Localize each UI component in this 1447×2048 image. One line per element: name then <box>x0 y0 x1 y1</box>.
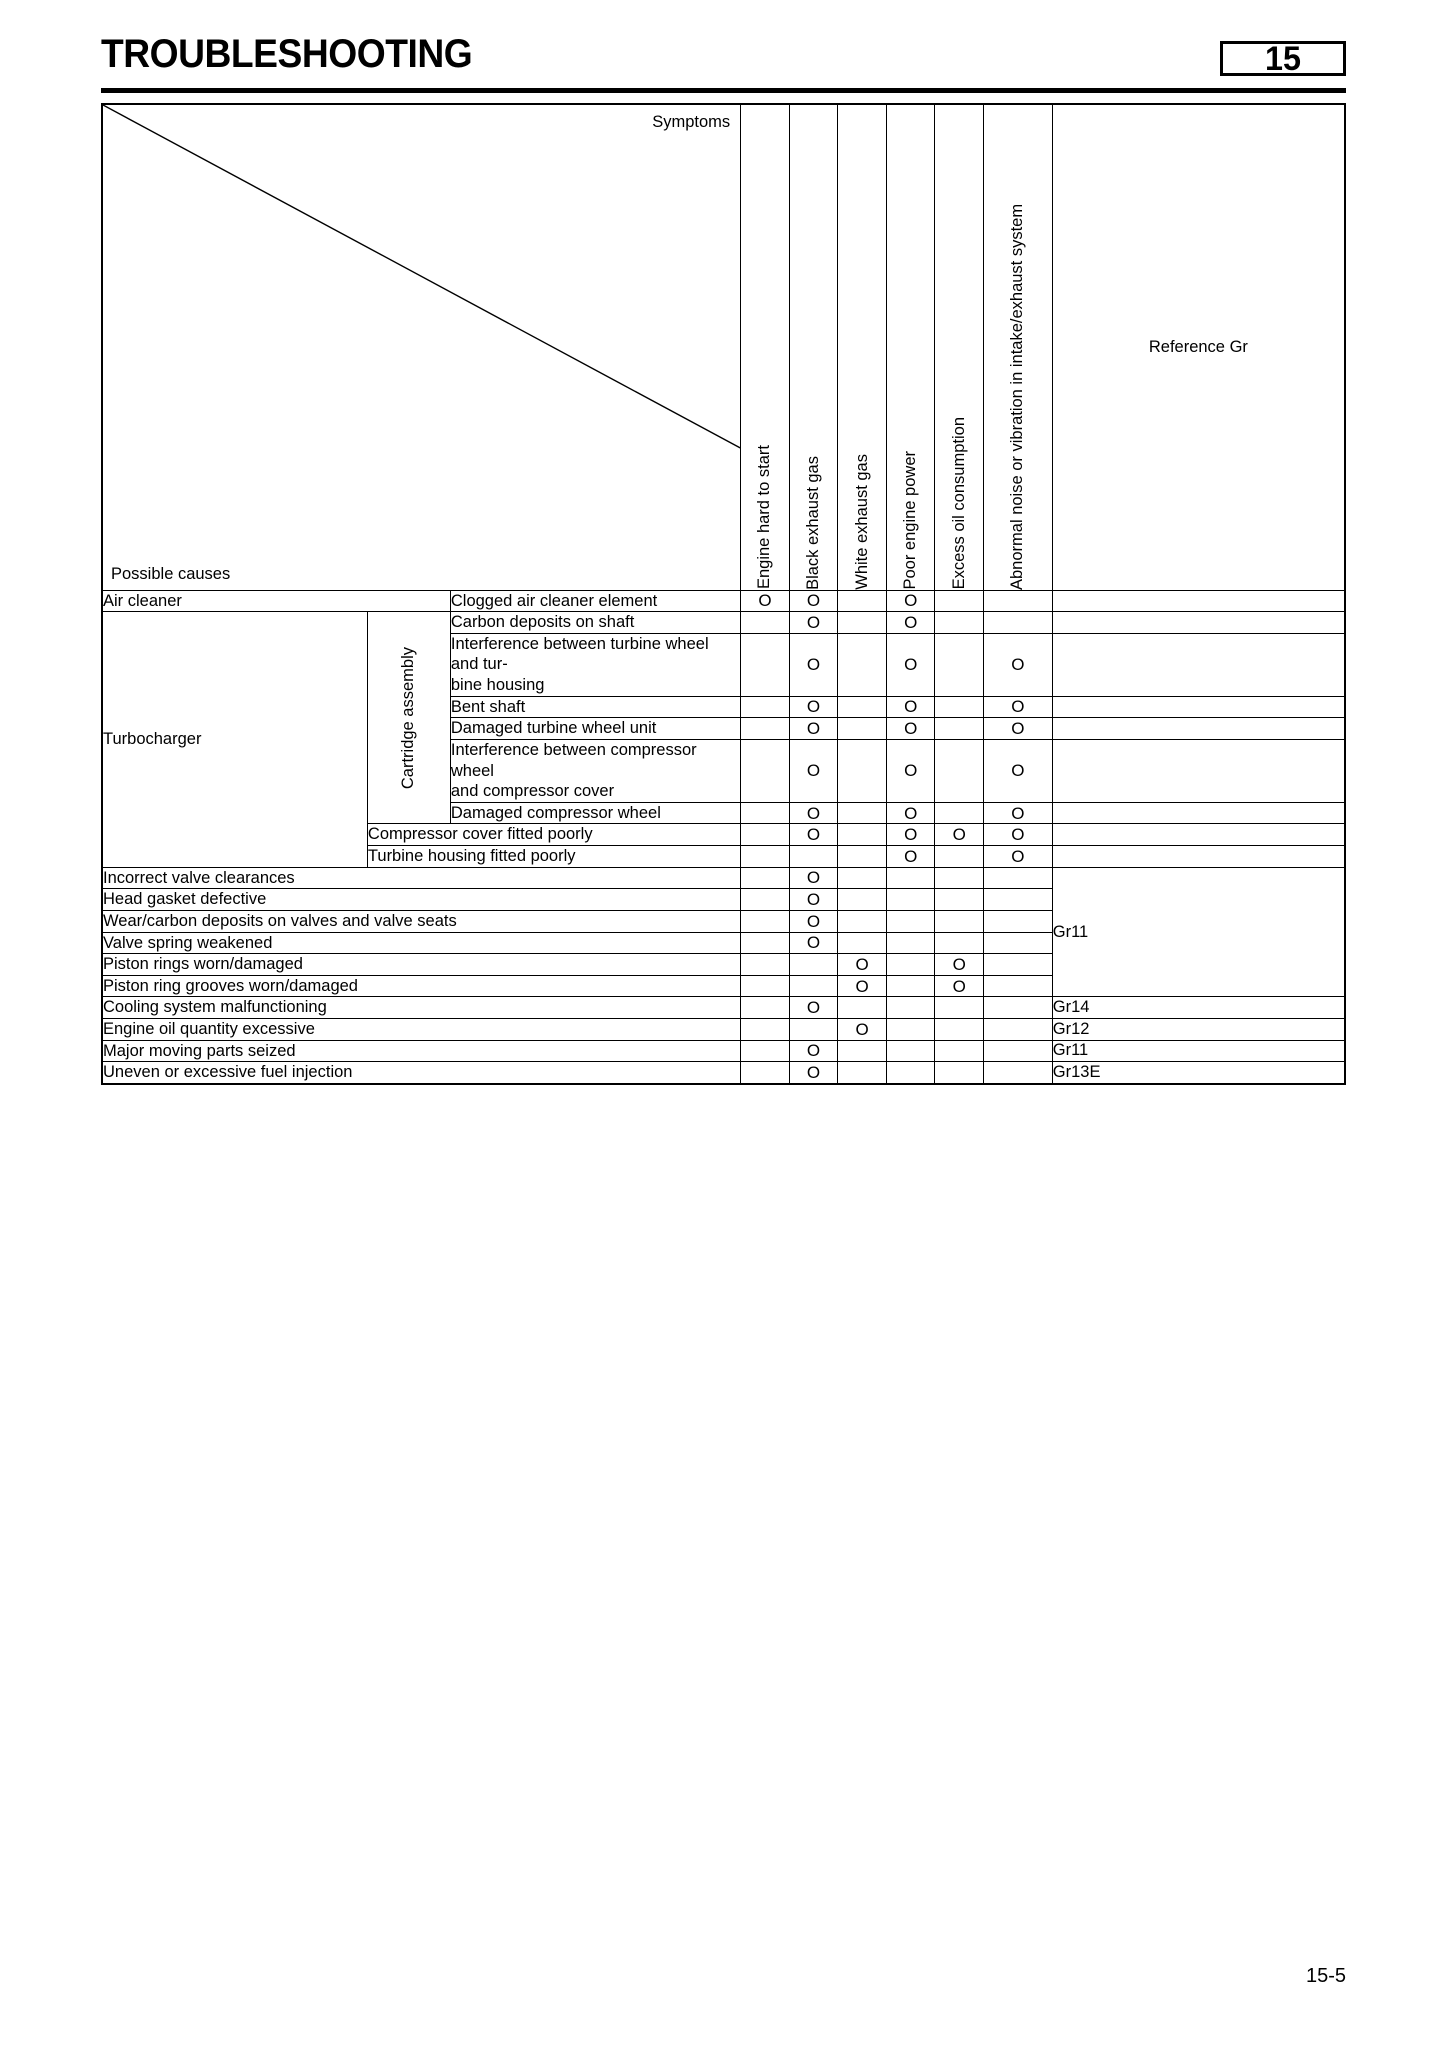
symptom-header-label: Excess oil consumption <box>949 417 968 590</box>
symptom-column-header-0 <box>741 104 790 590</box>
symptom-mark <box>838 739 887 802</box>
cause-detail: Clogged air cleaner element <box>450 590 740 612</box>
symptom-mark <box>935 612 984 634</box>
troubleshooting-matrix-table <box>101 103 1346 1085</box>
symptom-mark <box>886 889 935 911</box>
symptom-mark <box>984 1062 1053 1084</box>
reference-gr-cell: Gr12 <box>1052 1019 1345 1041</box>
page-header <box>101 30 1346 90</box>
symptom-mark <box>789 975 838 997</box>
symptom-mark: O <box>789 802 838 824</box>
symptom-mark: O <box>789 633 838 696</box>
symptom-mark <box>935 1019 984 1041</box>
symptom-mark <box>741 910 790 932</box>
symptom-mark: O <box>984 696 1053 718</box>
symptom-mark <box>741 633 790 696</box>
cause-group-turbocharger: Turbocharger <box>102 612 367 868</box>
symptom-mark: O <box>886 802 935 824</box>
reference-gr-cell <box>1052 824 1345 846</box>
footer-page-number: 15-5 <box>1305 1965 1346 1987</box>
symptom-mark <box>741 997 790 1019</box>
symptom-mark <box>838 867 887 889</box>
reference-gr-cell: Gr11 <box>1052 1040 1345 1062</box>
reference-gr-header: Reference Gr <box>1052 104 1345 590</box>
symptom-column-header-2 <box>838 104 887 590</box>
symptom-mark <box>935 1040 984 1062</box>
symptom-mark <box>886 975 935 997</box>
symptom-mark <box>741 975 790 997</box>
symptom-mark <box>984 997 1053 1019</box>
symptom-mark <box>838 846 887 868</box>
symptom-mark <box>886 997 935 1019</box>
symptom-mark: O <box>789 718 838 740</box>
table-row <box>102 867 1345 889</box>
cause-detail: Cooling system malfunctioning <box>102 997 741 1019</box>
header-divider <box>101 88 1346 93</box>
cause-detail: Compressor cover fitted poorly <box>367 824 740 846</box>
cause-detail: Turbine housing fitted poorly <box>367 846 740 868</box>
table-row <box>102 1040 1345 1062</box>
symptom-mark <box>789 1019 838 1041</box>
symptom-mark <box>886 954 935 976</box>
symptom-mark <box>984 954 1053 976</box>
symptom-mark <box>838 696 887 718</box>
symptom-mark <box>984 867 1053 889</box>
page-title: TROUBLESHOOTING <box>101 32 473 76</box>
symptom-mark <box>789 846 838 868</box>
symptom-mark <box>838 910 887 932</box>
symptom-mark: O <box>789 739 838 802</box>
symptom-column-header-5 <box>984 104 1053 590</box>
symptom-mark <box>741 889 790 911</box>
reference-gr-cell <box>1052 718 1345 740</box>
cause-detail: Major moving parts seized <box>102 1040 741 1062</box>
symptom-mark <box>935 867 984 889</box>
symptom-mark <box>935 633 984 696</box>
symptom-mark <box>741 846 790 868</box>
symptom-mark <box>838 824 887 846</box>
symptom-mark <box>789 954 838 976</box>
cause-detail: Bent shaft <box>450 696 740 718</box>
symptom-mark <box>741 954 790 976</box>
symptom-mark <box>935 696 984 718</box>
symptom-mark: O <box>984 633 1053 696</box>
symptom-mark <box>741 718 790 740</box>
symptom-mark <box>984 1019 1053 1041</box>
symptom-mark: O <box>789 824 838 846</box>
symptom-mark: O <box>838 1019 887 1041</box>
symptom-mark <box>838 889 887 911</box>
table-row <box>102 997 1345 1019</box>
table-row <box>102 1062 1345 1084</box>
cause-detail-line1: Interference between compressor wheel <box>450 740 697 780</box>
symptom-mark: O <box>984 739 1053 802</box>
corner-diagonal-cell <box>102 104 741 590</box>
cause-detail: Head gasket defective <box>102 889 741 911</box>
cause-detail <box>450 633 740 696</box>
symptom-column-header-4 <box>935 104 984 590</box>
symptom-mark: O <box>789 696 838 718</box>
symptom-mark <box>741 1040 790 1062</box>
symptom-mark: O <box>789 1062 838 1084</box>
symptom-mark <box>838 802 887 824</box>
reference-gr-cell <box>1052 802 1345 824</box>
reference-gr-cell <box>1052 590 1345 612</box>
symptom-mark: O <box>789 612 838 634</box>
reference-gr-cell: Gr13E <box>1052 1062 1345 1084</box>
symptom-mark <box>886 867 935 889</box>
chapter-number: 15 <box>1265 40 1301 78</box>
table-row <box>102 612 1345 634</box>
symptom-mark: O <box>886 739 935 802</box>
symptom-mark: O <box>886 846 935 868</box>
symptom-mark: O <box>886 824 935 846</box>
symptom-mark: O <box>935 824 984 846</box>
reference-gr-cell <box>1052 612 1345 634</box>
symptom-header-label: Black exhaust gas <box>804 455 823 590</box>
symptom-mark: O <box>886 696 935 718</box>
reference-gr-cell <box>1052 846 1345 868</box>
symptom-mark <box>741 696 790 718</box>
cartridge-assembly-label: Cartridge assembly <box>399 646 418 789</box>
symptom-mark <box>838 633 887 696</box>
symptom-mark <box>935 997 984 1019</box>
symptom-header-label: Poor engine power <box>901 450 920 590</box>
diagonal-divider-line <box>103 105 740 590</box>
symptom-column-header-3 <box>886 104 935 590</box>
symptom-mark <box>984 612 1053 634</box>
symptom-mark <box>838 590 887 612</box>
symptom-mark: O <box>789 867 838 889</box>
symptom-mark: O <box>984 718 1053 740</box>
cause-detail: Carbon deposits on shaft <box>450 612 740 634</box>
reference-gr-cell <box>1052 696 1345 718</box>
symptom-mark <box>886 932 935 954</box>
cause-subgroup-cartridge-assembly <box>367 612 450 824</box>
symptom-mark: O <box>789 932 838 954</box>
symptom-mark: O <box>789 889 838 911</box>
symptom-mark <box>984 975 1053 997</box>
symptom-mark: O <box>935 975 984 997</box>
symptom-mark <box>741 739 790 802</box>
possible-causes-label: Possible causes <box>111 564 231 583</box>
cause-detail: Piston ring grooves worn/damaged <box>102 975 741 997</box>
symptom-mark: O <box>789 590 838 612</box>
symptom-header-label: White exhaust gas <box>852 453 871 590</box>
cause-detail: Piston rings worn/damaged <box>102 954 741 976</box>
symptom-mark <box>935 718 984 740</box>
symptom-mark: O <box>984 824 1053 846</box>
reference-gr-cell <box>1052 739 1345 802</box>
symptom-mark: O <box>886 590 935 612</box>
symptom-mark <box>886 910 935 932</box>
symptom-mark: O <box>984 846 1053 868</box>
table-row <box>102 1019 1345 1041</box>
symptom-mark <box>984 889 1053 911</box>
reference-gr-cell: Gr14 <box>1052 997 1345 1019</box>
symptom-mark <box>741 802 790 824</box>
symptom-header-label: Abnormal noise or vibration in intake/exhaust system <box>1008 203 1027 590</box>
symptom-mark: O <box>838 954 887 976</box>
cause-detail: Engine oil quantity excessive <box>102 1019 741 1041</box>
symptom-mark <box>984 590 1053 612</box>
chapter-number-box <box>1220 41 1346 76</box>
symptom-mark: O <box>886 612 935 634</box>
symptom-mark <box>741 867 790 889</box>
symptom-mark: O <box>741 590 790 612</box>
symptom-mark <box>935 846 984 868</box>
symptom-mark <box>741 1062 790 1084</box>
symptom-mark <box>886 1040 935 1062</box>
cause-detail <box>450 739 740 802</box>
symptom-mark <box>935 590 984 612</box>
cause-detail: Damaged compressor wheel <box>450 802 740 824</box>
cause-detail: Wear/carbon deposits on valves and valve seats <box>102 910 741 932</box>
symptom-mark <box>838 612 887 634</box>
cause-detail: Damaged turbine wheel unit <box>450 718 740 740</box>
reference-gr-cell: Gr11 <box>1052 867 1345 997</box>
symptom-mark: O <box>984 802 1053 824</box>
symptom-mark: O <box>935 954 984 976</box>
cause-detail: Incorrect valve clearances <box>102 867 741 889</box>
symptom-mark: O <box>789 910 838 932</box>
symptom-mark <box>741 932 790 954</box>
symptom-mark: O <box>886 718 935 740</box>
symptom-mark <box>984 932 1053 954</box>
symptom-mark: O <box>789 997 838 1019</box>
symptom-mark <box>838 1040 887 1062</box>
cause-detail: Valve spring weakened <box>102 932 741 954</box>
table-header-row <box>102 104 1345 590</box>
symptom-mark <box>935 1062 984 1084</box>
symptom-mark <box>935 910 984 932</box>
symptom-column-header-1 <box>789 104 838 590</box>
symptom-mark <box>838 997 887 1019</box>
symptom-mark <box>886 1019 935 1041</box>
reference-gr-cell <box>1052 633 1345 696</box>
symptom-mark <box>838 932 887 954</box>
symptom-mark <box>935 802 984 824</box>
cause-detail-line2: and compressor cover <box>450 782 615 801</box>
cause-group-air-cleaner: Air cleaner <box>102 590 450 612</box>
symptom-mark <box>935 739 984 802</box>
cause-detail: Uneven or excessive fuel injection <box>102 1062 741 1084</box>
symptom-mark <box>741 824 790 846</box>
table-row <box>102 590 1345 612</box>
symptom-mark <box>984 910 1053 932</box>
symptom-mark <box>741 612 790 634</box>
symptom-header-label: Engine hard to start <box>755 445 774 590</box>
symptom-mark: O <box>886 633 935 696</box>
cause-detail-line1: Interference between turbine wheel and tur- <box>450 634 709 674</box>
symptom-mark <box>741 1019 790 1041</box>
symptom-mark <box>838 1062 887 1084</box>
symptom-mark: O <box>789 1040 838 1062</box>
symptom-mark <box>935 889 984 911</box>
symptom-mark <box>935 932 984 954</box>
symptom-mark <box>838 718 887 740</box>
symptom-mark <box>886 1062 935 1084</box>
symptoms-label: Symptoms <box>652 113 731 131</box>
symptom-mark <box>984 1040 1053 1062</box>
cause-detail-line2: bine housing <box>450 676 545 694</box>
symptom-mark: O <box>838 975 887 997</box>
